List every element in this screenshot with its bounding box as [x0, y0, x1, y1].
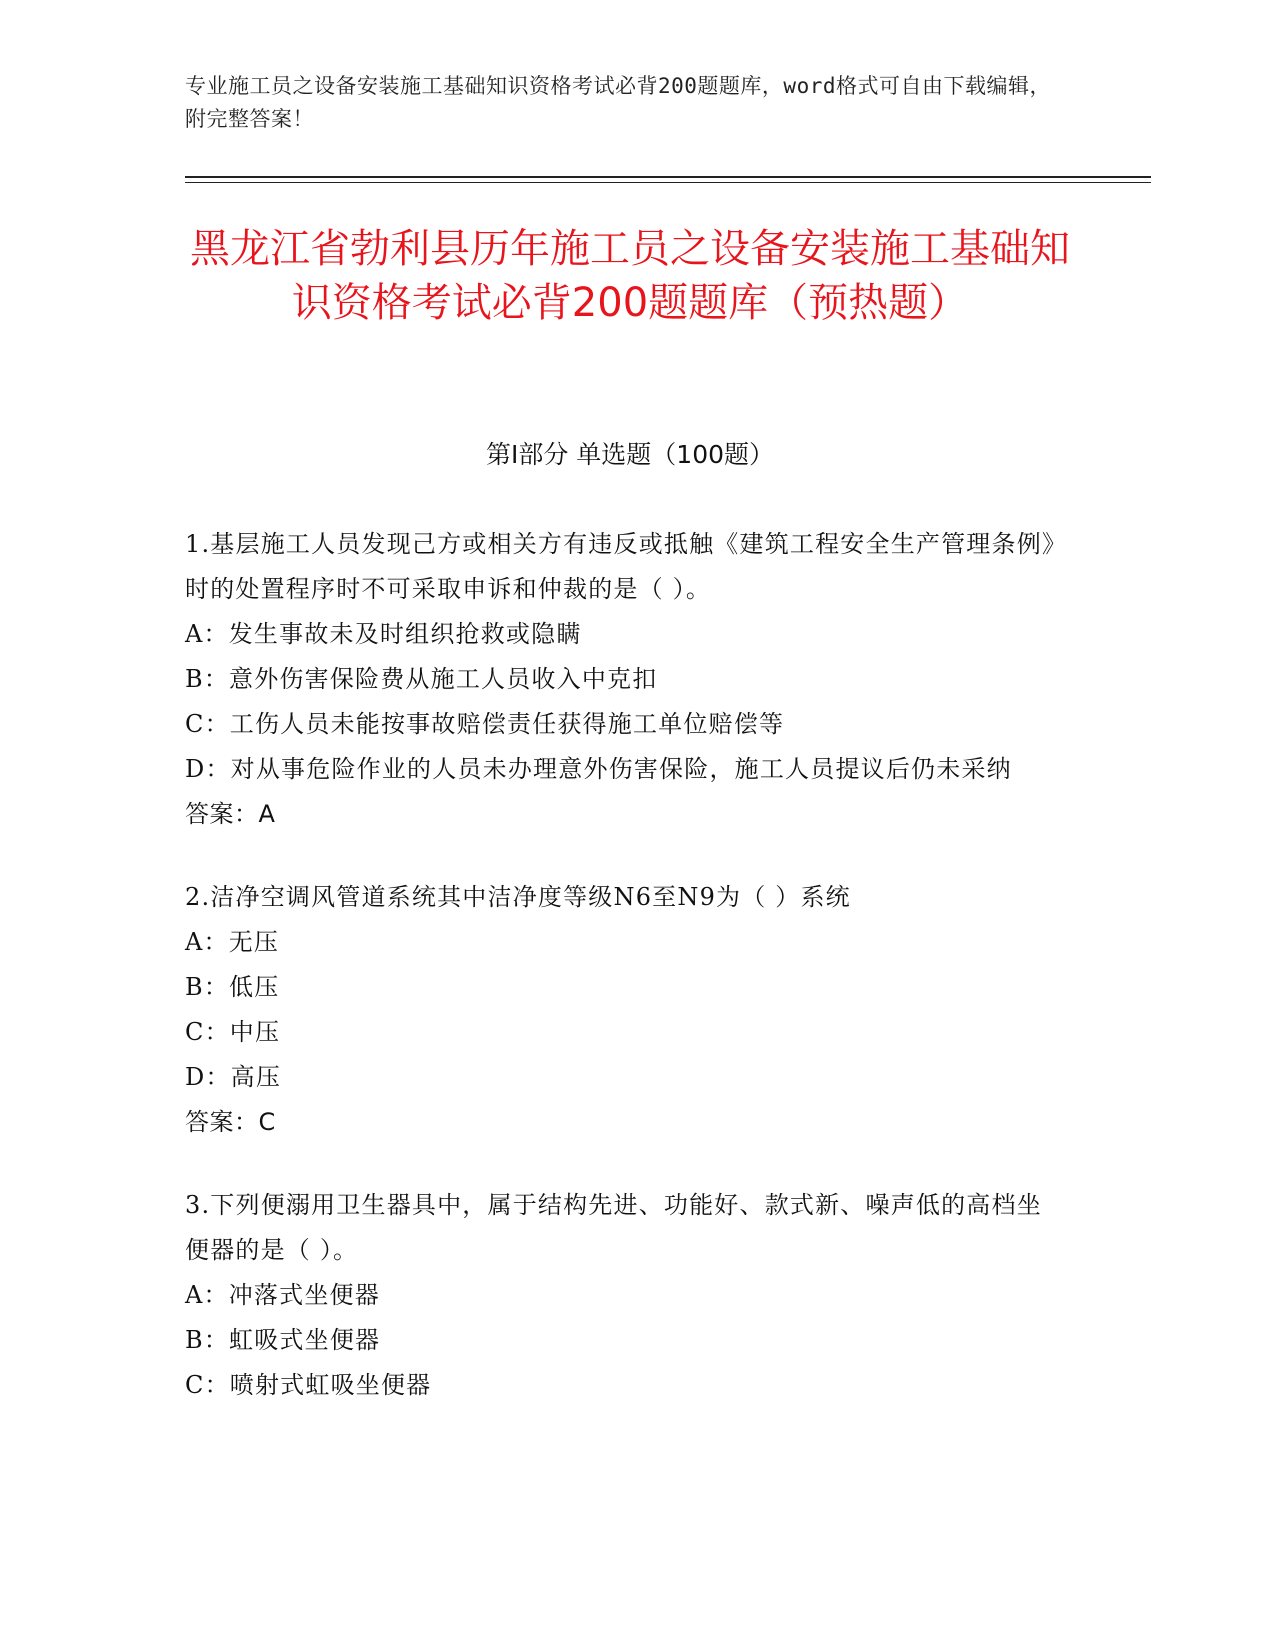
option-c: C：中压 [185, 1018, 281, 1046]
header-divider-thin [185, 182, 1151, 183]
question-2 [185, 875, 1065, 1145]
answer-line [185, 792, 1065, 837]
option-b: B：低压 [185, 973, 280, 1001]
answer-line [185, 1100, 1065, 1145]
option-c: C：工伤人员未能按事故赔偿责任获得施工单位赔偿等 [185, 710, 785, 738]
answer-label: 答案： [185, 1108, 259, 1136]
option-a: A：冲落式坐便器 [185, 1281, 380, 1309]
option-b: B：虹吸式坐便器 [185, 1326, 381, 1354]
question-3 [185, 1183, 1065, 1408]
question-stem: 3.下列便溺用卫生器具中，属于结构先进、功能好、款式新、噪声低的高档坐便器的是（ ）。 [185, 1191, 1042, 1264]
answer-value: C [258, 1108, 276, 1136]
question-stem: 2.洁净空调风管道系统其中洁净度等级N6至N9为（ ）系统 [185, 883, 851, 911]
answer-label: 答案： [185, 800, 259, 828]
question-stem: 1.基层施工人员发现己方或相关方有违反或抵触《建筑工程安全生产管理条例》时的处置程序时不可采取申诉和仲裁的是（ ）。 [185, 530, 1056, 603]
header-note: 专业施工员之设备安装施工基础知识资格考试必背200题题库，word格式可自由下载编辑，附完整答案！ [185, 74, 1051, 131]
option-b: B：意外伤害保险费从施工人员收入中克扣 [185, 665, 658, 693]
section-title: 第Ⅰ部分 单选题（100题） [485, 440, 775, 469]
question-1 [185, 522, 1065, 837]
document-title: 黑龙江省勃利县历年施工员之设备安装施工基础知识资格考试必背200题题库（预热题） [190, 226, 1070, 326]
option-d: D：高压 [185, 1063, 282, 1091]
option-d: D：对从事危险作业的人员未办理意外伤害保险，施工人员提议后仍未采纳 [185, 755, 1012, 783]
option-c: C：喷射式虹吸坐便器 [185, 1371, 432, 1399]
question-list [185, 522, 1065, 1446]
option-a: A：发生事故未及时组织抢救或隐瞒 [185, 620, 582, 648]
header-divider-thick [185, 176, 1151, 178]
answer-value: A [258, 800, 276, 828]
option-a: A：无压 [185, 928, 280, 956]
